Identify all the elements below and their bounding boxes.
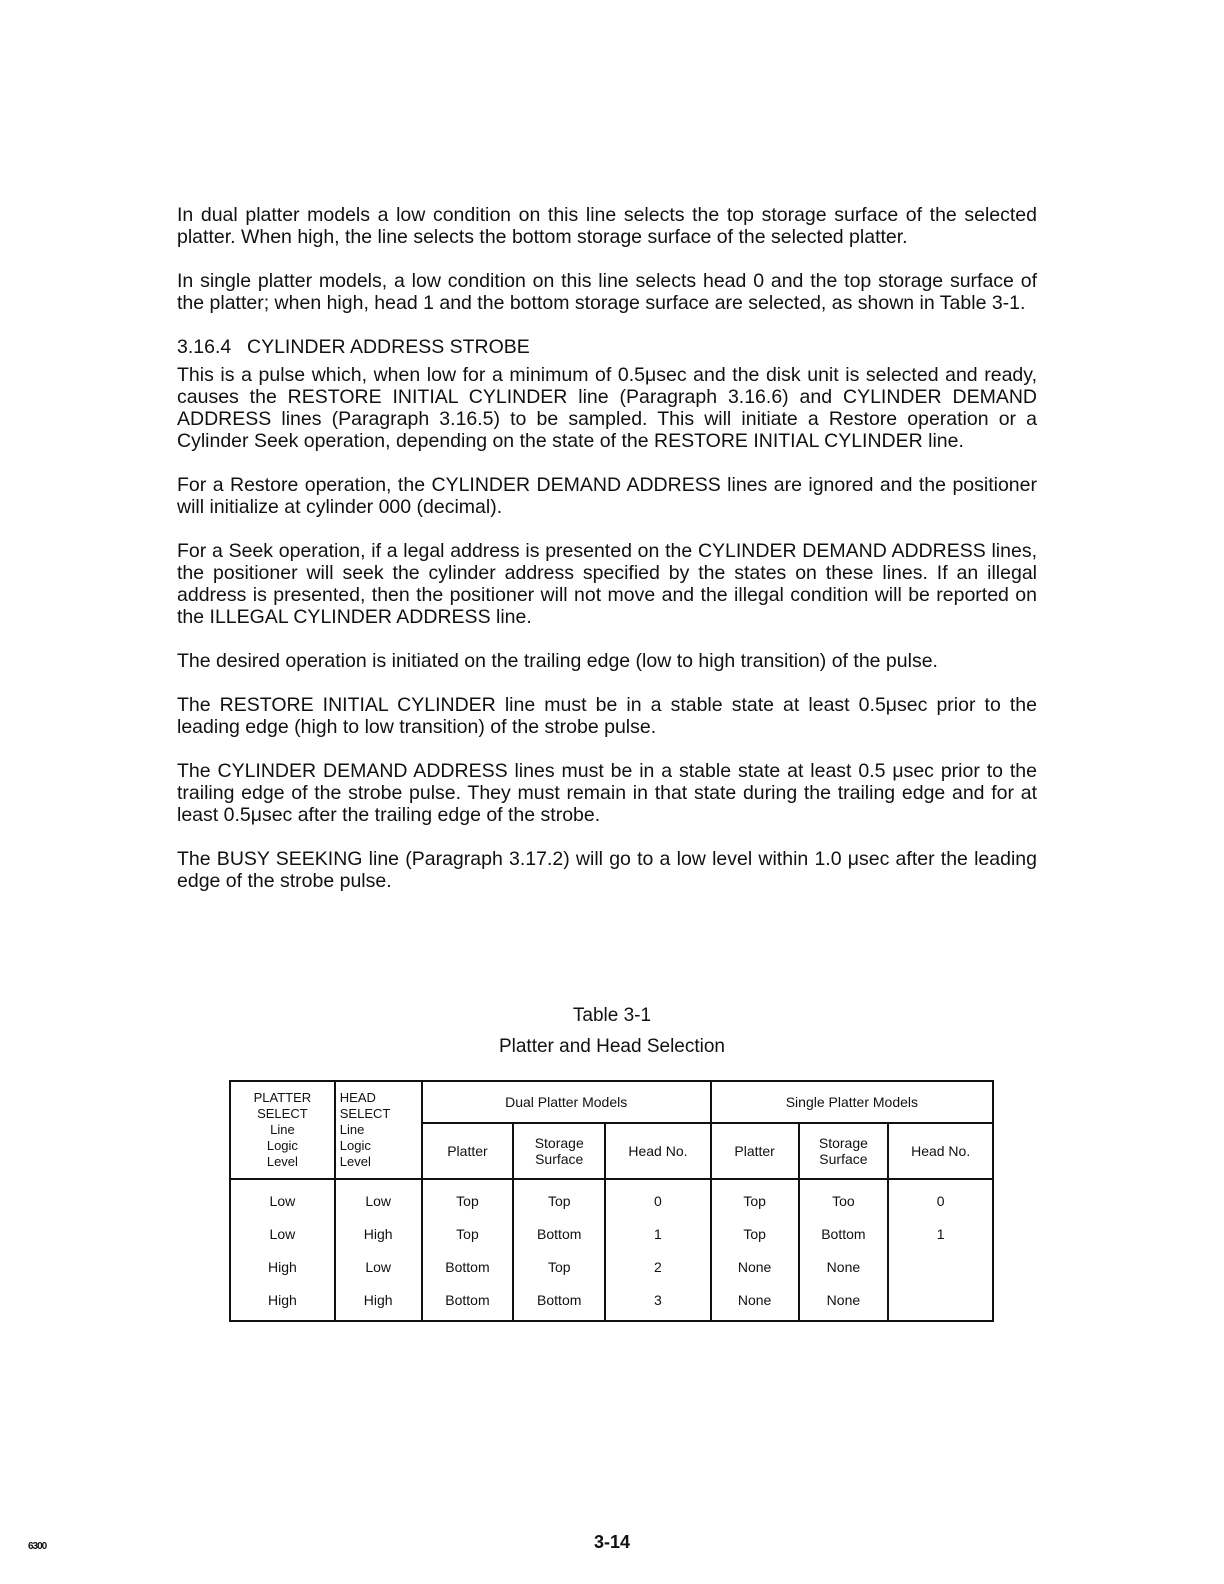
table-cell: Top [711, 1217, 799, 1250]
table-cell: Low [335, 1179, 422, 1217]
table-row [230, 1179, 993, 1217]
paragraph: The CYLINDER DEMAND ADDRESS lines must be in a stable state at least 0.5 μsec prior to the trailing edge of the strobe pulse. They must remain in that state during the trailing edge and for at least 0.5μsec after the trailing edge of the strobe. [177, 760, 1037, 826]
header-dual-platter: Platter [422, 1123, 514, 1179]
header-dual-storage-surface: Storage Surface [513, 1123, 605, 1179]
header-dual-head-no: Head No. [605, 1123, 711, 1179]
paragraph: This is a pulse which, when low for a minimum of 0.5μsec and the disk unit is selected and ready, causes the RESTORE INITIAL CYLINDER line (Paragraph 3.16.6) and CYLINDER DEMAND ADDRESS lines (Paragraph 3.16.5) to be sampled. This will initiate a Restore operation or a Cylinder Seek operation, depending on the state of the RESTORE INITIAL CYLINDER line. [177, 364, 1037, 452]
table-cell: 3 [605, 1283, 711, 1321]
table-cell: Top [711, 1179, 799, 1217]
header-single-platter-models: Single Platter Models [711, 1081, 993, 1123]
table-cell [888, 1250, 993, 1283]
table-cell: Top [513, 1250, 605, 1283]
paragraph: The desired operation is initiated on the trailing edge (low to high transition) of the pulse. [177, 650, 938, 672]
footer-code: 6300 [28, 1541, 47, 1552]
section-heading [177, 336, 1037, 358]
table-row [230, 1250, 993, 1283]
table-cell [888, 1283, 993, 1321]
table-cell: Low [230, 1179, 335, 1217]
table-cell: Top [513, 1179, 605, 1217]
table-cell: Top [422, 1179, 514, 1217]
table-cell: Bottom [422, 1283, 514, 1321]
table-cell: Bottom [513, 1283, 605, 1321]
table-cell: None [799, 1250, 889, 1283]
table-cell: Low [230, 1217, 335, 1250]
body-text-top [177, 204, 1037, 914]
paragraph: The RESTORE INITIAL CYLINDER line must be in a stable state at least 0.5μsec prior to the leading edge (high to low transition) of the strobe pulse. [177, 694, 1037, 738]
paragraph: The BUSY SEEKING line (Paragraph 3.17.2) will go to a low level within 1.0 μsec after the leading edge of the strobe pulse. [177, 848, 1037, 892]
table-cell: Too [799, 1179, 889, 1217]
header-single-head-no: Head No. [888, 1123, 993, 1179]
table-cell: Bottom [422, 1250, 514, 1283]
platter-head-selection-table [229, 1080, 994, 1322]
table-cell: 1 [605, 1217, 711, 1250]
table-cell: 0 [605, 1179, 711, 1217]
table-cell: Low [335, 1250, 422, 1283]
table-cell: Bottom [799, 1217, 889, 1250]
section-number: 3.16.4 [177, 336, 232, 358]
page-number: 3-14 [593, 1532, 631, 1552]
table-cell: High [230, 1283, 335, 1321]
paragraph: For a Restore operation, the CYLINDER DEMAND ADDRESS lines are ignored and the positioner will initialize at cylinder 000 (decimal). [177, 474, 1037, 518]
table-cell: High [335, 1283, 422, 1321]
header-single-storage-surface: Storage Surface [799, 1123, 889, 1179]
table-cell: 0 [888, 1179, 993, 1217]
table-cell: None [711, 1283, 799, 1321]
table-cell: High [230, 1250, 335, 1283]
table-row [230, 1283, 993, 1321]
table-title: Table 3-1 [572, 1005, 652, 1026]
table-cell: High [335, 1217, 422, 1250]
table-cell: None [799, 1283, 889, 1321]
paragraph: In dual platter models a low condition on this line selects the top storage surface of the selected platter. When high, the line selects the bottom storage surface of the selected platter. [177, 204, 1037, 248]
table-row [230, 1217, 993, 1250]
table-cell: Bottom [513, 1217, 605, 1250]
table-cell: 1 [888, 1217, 993, 1250]
paragraph: In single platter models, a low condition on this line selects head 0 and the top storage surface of the platter; when high, head 1 and the bottom storage surface are selected, as shown in Table 3-1. [177, 270, 1037, 314]
table-cell: 2 [605, 1250, 711, 1283]
header-platter-select: PLATTER SELECT Line Logic Level [230, 1081, 335, 1179]
table-cell: Top [422, 1217, 514, 1250]
header-dual-platter-models: Dual Platter Models [422, 1081, 711, 1123]
header-single-platter: Platter [711, 1123, 799, 1179]
table-subtitle: Platter and Head Selection [498, 1036, 726, 1057]
section-title: CYLINDER ADDRESS STROBE [247, 336, 530, 358]
table-cell: None [711, 1250, 799, 1283]
header-head-select: HEAD SELECT Line Logic Level [335, 1081, 422, 1179]
paragraph: For a Seek operation, if a legal address is presented on the CYLINDER DEMAND ADDRESS lines, the positioner will seek the cylinder address specified by the states on these lines. If an illegal address is presented, then the positioner will not move and the illegal condition will be reported on the ILLEGAL CYLINDER ADDRESS line. [177, 540, 1037, 628]
